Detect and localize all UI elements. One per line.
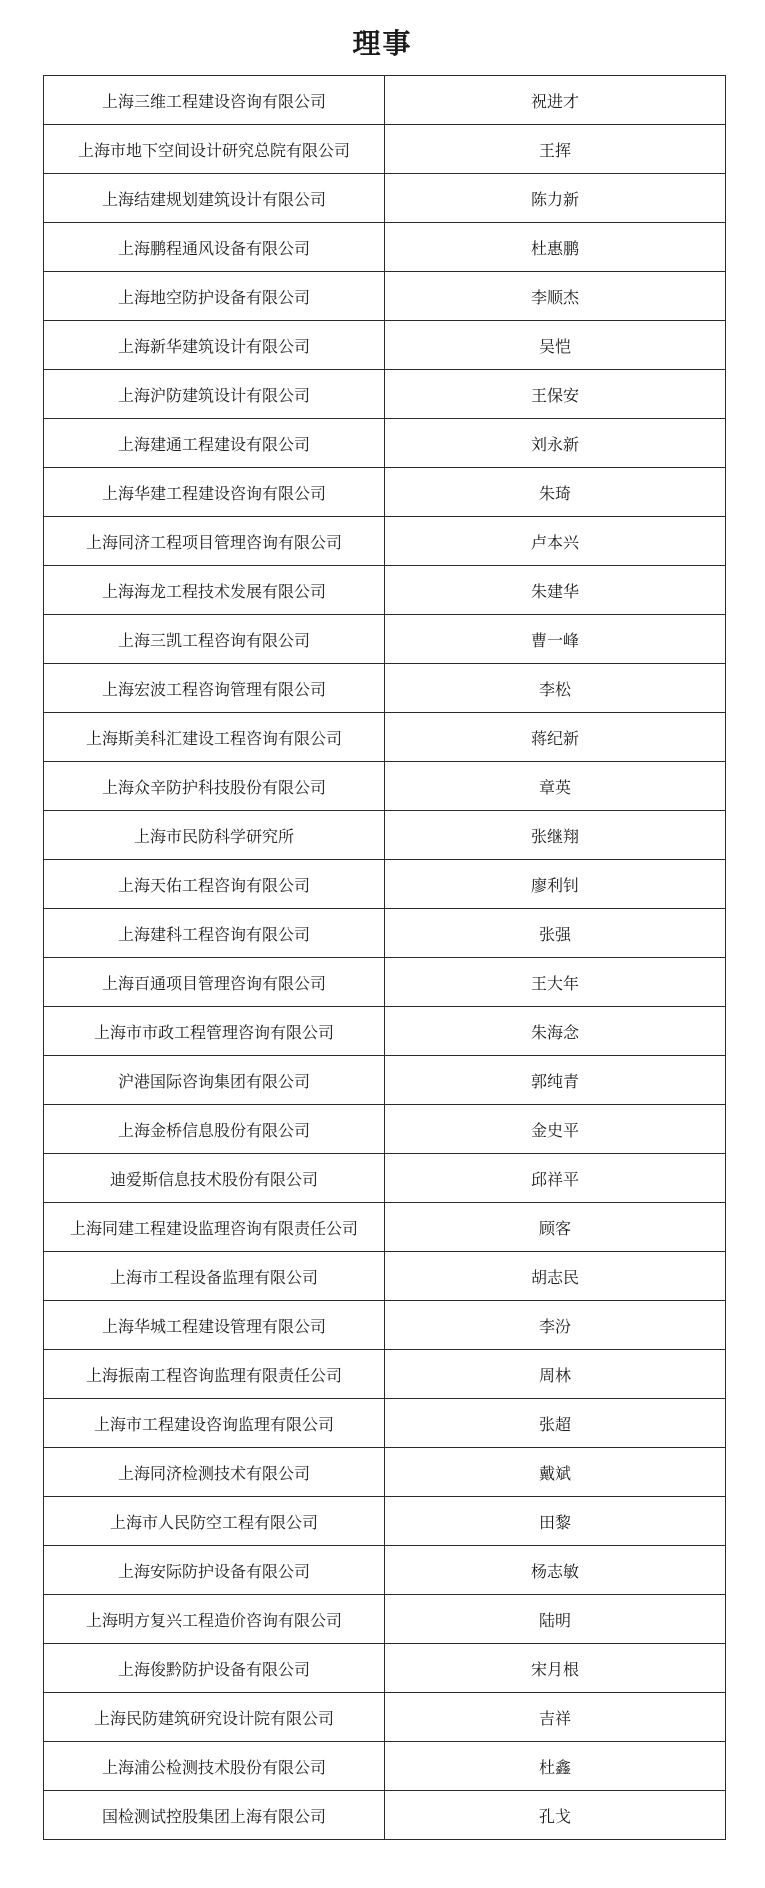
company-cell: 上海斯美科汇建设工程咨询有限公司 (44, 713, 385, 762)
table-row (44, 1350, 726, 1399)
director-name-cell: 李松 (385, 664, 726, 713)
table-row (44, 1693, 726, 1742)
table-row (44, 1546, 726, 1595)
company-cell: 上海地空防护设备有限公司 (44, 272, 385, 321)
table-row (44, 811, 726, 860)
company-cell: 国检测试控股集团上海有限公司 (44, 1791, 385, 1840)
company-cell: 上海市地下空间设计研究总院有限公司 (44, 125, 385, 174)
director-name-cell: 祝进才 (385, 76, 726, 125)
company-cell: 上海华建工程建设咨询有限公司 (44, 468, 385, 517)
table-row (44, 1399, 726, 1448)
page-title: 理事 (352, 27, 413, 60)
director-name-cell: 张继翔 (385, 811, 726, 860)
company-cell: 上海市民防科学研究所 (44, 811, 385, 860)
company-cell: 上海宏波工程咨询管理有限公司 (44, 664, 385, 713)
company-cell: 上海百通项目管理咨询有限公司 (44, 958, 385, 1007)
company-cell: 上海民防建筑研究设计院有限公司 (44, 1693, 385, 1742)
table-row (44, 909, 726, 958)
director-name-cell: 顾客 (385, 1203, 726, 1252)
director-name-cell: 张强 (385, 909, 726, 958)
company-cell: 上海市人民防空工程有限公司 (44, 1497, 385, 1546)
table-row (44, 321, 726, 370)
director-name-cell: 朱琦 (385, 468, 726, 517)
director-name-cell: 朱建华 (385, 566, 726, 615)
table-row (44, 958, 726, 1007)
table-row (44, 1791, 726, 1840)
company-cell: 上海三维工程建设咨询有限公司 (44, 76, 385, 125)
table-row (44, 468, 726, 517)
table-row (44, 272, 726, 321)
table-body (44, 76, 726, 1840)
company-cell: 上海安际防护设备有限公司 (44, 1546, 385, 1595)
members-table (43, 75, 726, 1840)
director-name-cell: 曹一峰 (385, 615, 726, 664)
director-name-cell: 张超 (385, 1399, 726, 1448)
table-row (44, 76, 726, 125)
table-row (44, 517, 726, 566)
company-cell: 上海明方复兴工程造价咨询有限公司 (44, 1595, 385, 1644)
table-row (44, 860, 726, 909)
table-row (44, 1301, 726, 1350)
table-row (44, 125, 726, 174)
table-row (44, 1154, 726, 1203)
director-name-cell: 陈力新 (385, 174, 726, 223)
company-cell: 上海市工程建设咨询监理有限公司 (44, 1399, 385, 1448)
director-name-cell: 胡志民 (385, 1252, 726, 1301)
company-cell: 上海沪防建筑设计有限公司 (44, 370, 385, 419)
director-name-cell: 李汾 (385, 1301, 726, 1350)
table-row (44, 762, 726, 811)
director-name-cell: 李顺杰 (385, 272, 726, 321)
director-name-cell: 王大年 (385, 958, 726, 1007)
table-row (44, 174, 726, 223)
director-name-cell: 杨志敏 (385, 1546, 726, 1595)
table-row (44, 713, 726, 762)
table-row (44, 223, 726, 272)
company-cell: 上海鹏程通风设备有限公司 (44, 223, 385, 272)
director-name-cell: 王保安 (385, 370, 726, 419)
company-cell: 上海市工程设备监理有限公司 (44, 1252, 385, 1301)
company-cell: 上海建科工程咨询有限公司 (44, 909, 385, 958)
director-name-cell: 金史平 (385, 1105, 726, 1154)
table-row (44, 615, 726, 664)
director-name-cell: 蒋纪新 (385, 713, 726, 762)
company-cell: 上海结建规划建筑设计有限公司 (44, 174, 385, 223)
company-cell: 上海俊黔防护设备有限公司 (44, 1644, 385, 1693)
company-cell: 上海华城工程建设管理有限公司 (44, 1301, 385, 1350)
company-cell: 上海金桥信息股份有限公司 (44, 1105, 385, 1154)
company-cell: 上海新华建筑设计有限公司 (44, 321, 385, 370)
company-cell: 上海振南工程咨询监理有限责任公司 (44, 1350, 385, 1399)
table-row (44, 1203, 726, 1252)
director-name-cell: 吴恺 (385, 321, 726, 370)
director-name-cell: 吉祥 (385, 1693, 726, 1742)
company-cell: 上海天佑工程咨询有限公司 (44, 860, 385, 909)
director-name-cell: 杜鑫 (385, 1742, 726, 1791)
table-row (44, 1252, 726, 1301)
table-row (44, 1007, 726, 1056)
company-cell: 上海海龙工程技术发展有限公司 (44, 566, 385, 615)
director-name-cell: 王挥 (385, 125, 726, 174)
director-name-cell: 刘永新 (385, 419, 726, 468)
table-row (44, 1448, 726, 1497)
table-row (44, 1105, 726, 1154)
director-name-cell: 戴斌 (385, 1448, 726, 1497)
company-cell: 沪港国际咨询集团有限公司 (44, 1056, 385, 1105)
director-name-cell: 邱祥平 (385, 1154, 726, 1203)
director-name-cell: 宋月根 (385, 1644, 726, 1693)
company-cell: 上海众辛防护科技股份有限公司 (44, 762, 385, 811)
company-cell: 迪爱斯信息技术股份有限公司 (44, 1154, 385, 1203)
company-cell: 上海三凯工程咨询有限公司 (44, 615, 385, 664)
director-name-cell: 田黎 (385, 1497, 726, 1546)
table-row (44, 370, 726, 419)
director-name-cell: 章英 (385, 762, 726, 811)
company-cell: 上海同济检测技术有限公司 (44, 1448, 385, 1497)
director-name-cell: 廖利钊 (385, 860, 726, 909)
director-name-cell: 陆明 (385, 1595, 726, 1644)
company-cell: 上海市市政工程管理咨询有限公司 (44, 1007, 385, 1056)
company-cell: 上海同济工程项目管理咨询有限公司 (44, 517, 385, 566)
director-name-cell: 卢本兴 (385, 517, 726, 566)
table-row (44, 566, 726, 615)
company-cell: 上海浦公检测技术股份有限公司 (44, 1742, 385, 1791)
company-cell: 上海同建工程建设监理咨询有限责任公司 (44, 1203, 385, 1252)
table-row (44, 1056, 726, 1105)
company-cell: 上海建通工程建设有限公司 (44, 419, 385, 468)
table-row (44, 1742, 726, 1791)
table-row (44, 419, 726, 468)
director-name-cell: 郭纯青 (385, 1056, 726, 1105)
table-row (44, 1595, 726, 1644)
table-row (44, 664, 726, 713)
table-row (44, 1644, 726, 1693)
director-name-cell: 周林 (385, 1350, 726, 1399)
table-row (44, 1497, 726, 1546)
director-name-cell: 杜惠鹏 (385, 223, 726, 272)
director-name-cell: 孔戈 (385, 1791, 726, 1840)
director-name-cell: 朱海念 (385, 1007, 726, 1056)
